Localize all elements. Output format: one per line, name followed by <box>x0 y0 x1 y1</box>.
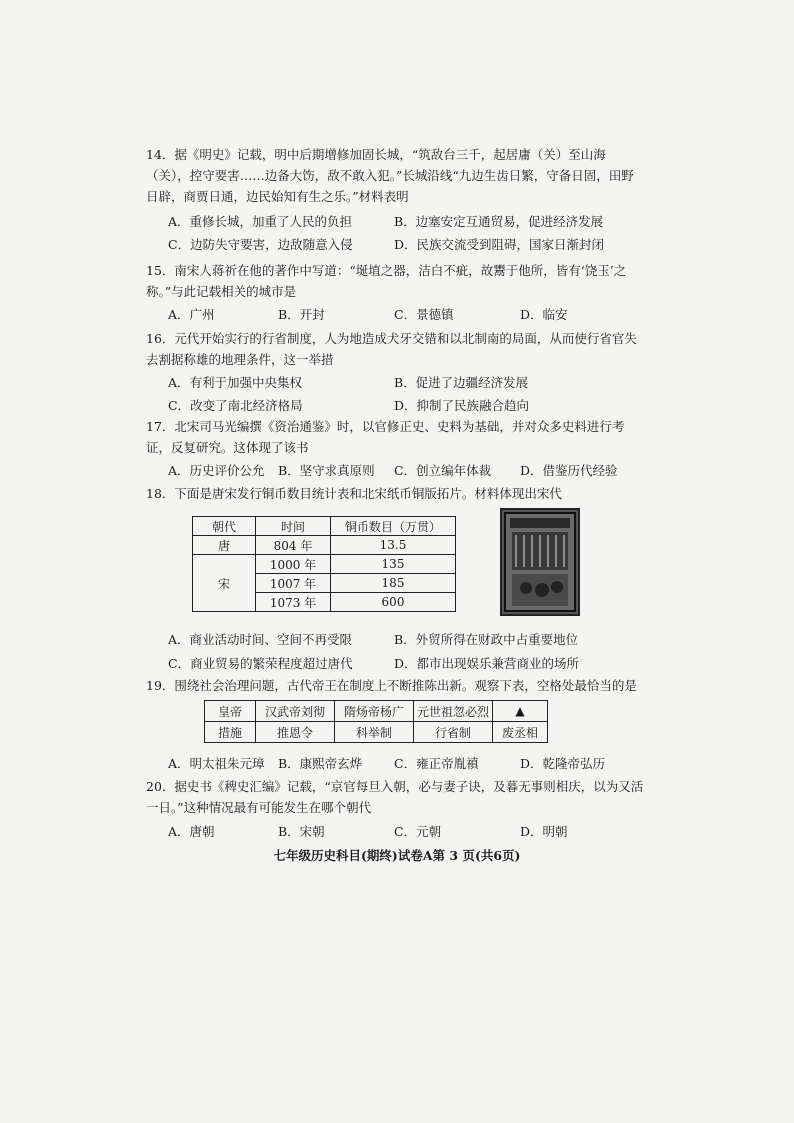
coin-table-header: 朝代 <box>193 517 256 536</box>
q18-option-d: D．都市出现娱乐兼营商业的场所 <box>394 656 580 671</box>
q15-option-c: C．景德镇 <box>394 307 454 322</box>
emperor-table-cell: 废丞相 <box>493 722 548 743</box>
q19-option-d: D．乾隆帝弘历 <box>520 756 606 771</box>
q17-option-c: C．创立编年体裁 <box>394 463 492 478</box>
coin-table-cell: 1007 年 <box>256 574 331 593</box>
q19-option-c: C．雍正帝胤禛 <box>394 756 479 771</box>
q16-option-d: D．抑制了民族融合趋向 <box>394 398 530 413</box>
q17-option-d: D．借鉴历代经验 <box>520 463 618 478</box>
question-20-stem: 20．据史书《稗史汇编》记载，“京官每旦入朝，必与妻子诀，及暮无事则相庆，以为又活一日。”这种情况最有可能发生在哪个朝代 <box>146 779 644 815</box>
coin-table-header: 时间 <box>256 517 331 536</box>
q15-option-a: A．广州 <box>168 307 215 322</box>
emperor-table-cell: 元世祖忽必烈 <box>414 701 493 722</box>
coin-table-cell: 宋 <box>193 555 256 612</box>
coin-table-cell: 唐 <box>193 536 256 555</box>
q15-option-d: D．临安 <box>520 307 568 322</box>
coin-table <box>192 516 456 612</box>
q16-option-b: B．促进了边疆经济发展 <box>394 375 529 390</box>
q19-option-a: A．明太祖朱元璋 <box>168 756 265 771</box>
q14-option-c: C．边防失守要害，边敌随意入侵 <box>168 237 353 252</box>
q20-option-a: A．唐朝 <box>168 824 215 839</box>
q14-option-a: A．重修长城，加重了人民的负担 <box>168 214 353 229</box>
question-17 <box>146 416 644 458</box>
question-16-stem: 16．元代开始实行的行省制度，人为地造成犬牙交错和以北制南的局面，从而使行省官失去割据称雄的地理条件，这一举措 <box>146 331 637 367</box>
emperor-table-cell: 科举制 <box>335 722 414 743</box>
banknote-rubbing-image <box>500 508 580 616</box>
q17-option-a: A．历史评价公允 <box>168 463 265 478</box>
q18-option-a: A．商业活动时间、空间不再受限 <box>168 632 353 647</box>
q20-option-b: B．宋朝 <box>278 824 325 839</box>
q18-option-b: B．外贸所得在财政中占重要地位 <box>394 632 579 647</box>
emperor-table-cell: 措施 <box>205 722 256 743</box>
emperor-table-cell: 汉武帝刘彻 <box>256 701 335 722</box>
question-15-stem: 15．南宋人蒋祈在他的著作中写道：“埏埴之器，洁白不疵，故鬻于他所，皆有‘饶玉’之称。”与此记载相关的城市是 <box>146 263 627 299</box>
coin-table-header: 铜币数目（万贯） <box>331 517 456 536</box>
q19-option-b: B．康熙帝玄烨 <box>278 756 363 771</box>
q17-option-b: B．坚守求真原则 <box>278 463 375 478</box>
q14-option-d: D．民族交流受到阻碍，国家日渐封闭 <box>394 237 605 252</box>
question-16 <box>146 328 644 370</box>
q20-option-c: C．元朝 <box>394 824 442 839</box>
emperor-table-cell: 皇帝 <box>205 701 256 722</box>
q15-option-b: B．开封 <box>278 307 325 322</box>
question-18 <box>146 483 644 504</box>
question-20 <box>146 776 644 818</box>
q18-option-c: C．商业贸易的繁荣程度超过唐代 <box>168 656 353 671</box>
emperor-table <box>204 700 548 743</box>
question-15 <box>146 260 644 302</box>
emperor-table-cell: 隋炀帝杨广 <box>335 701 414 722</box>
question-14 <box>146 144 644 207</box>
page-footer: 七年级历史科目(期终)试卷A第 3 页(共6页) <box>273 848 521 863</box>
coin-table-cell: 135 <box>331 555 456 574</box>
question-19-stem: 19．围绕社会治理问题，古代帝王在制度上不断推陈出新。观察下表，空格处最恰当的是 <box>146 678 637 693</box>
q16-option-c: C．改变了南北经济格局 <box>168 398 303 413</box>
question-17-stem: 17．北宋司马光编撰《资治通鉴》时，以官修正史、史料为基础，并对众多史料进行考证，反复研究。这体现了该书 <box>146 419 625 455</box>
question-19 <box>146 675 644 696</box>
coin-table-cell: 185 <box>331 574 456 593</box>
emperor-table-cell: ▲ <box>493 701 548 722</box>
q16-option-a: A．有利于加强中央集权 <box>168 375 303 390</box>
coin-table-cell: 804 年 <box>256 536 331 555</box>
q14-option-b: B．边塞安定互通贸易，促进经济发展 <box>394 214 604 229</box>
coin-table-cell: 13.5 <box>331 536 456 555</box>
q20-option-d: D．明朝 <box>520 824 568 839</box>
coin-table-cell: 1000 年 <box>256 555 331 574</box>
coin-table-cell: 1073 年 <box>256 593 331 612</box>
emperor-table-cell: 推恩令 <box>256 722 335 743</box>
emperor-table-cell: 行省制 <box>414 722 493 743</box>
question-14-stem: 14．据《明史》记载，明中后期增修加固长城，“筑敌台三千，起居庸（关）至山海（关），控守要害……边备大饬，敌不敢入犯。”长城沿线“九边生齿日繁，守备日固，田野日辟，商贾日通，边民始知有生之乐。”材料表明 <box>146 147 634 204</box>
question-18-stem: 18．下面是唐宋发行铜币数目统计表和北宋纸币铜版拓片。材料体现出宋代 <box>146 486 562 501</box>
coin-table-cell: 600 <box>331 593 456 612</box>
